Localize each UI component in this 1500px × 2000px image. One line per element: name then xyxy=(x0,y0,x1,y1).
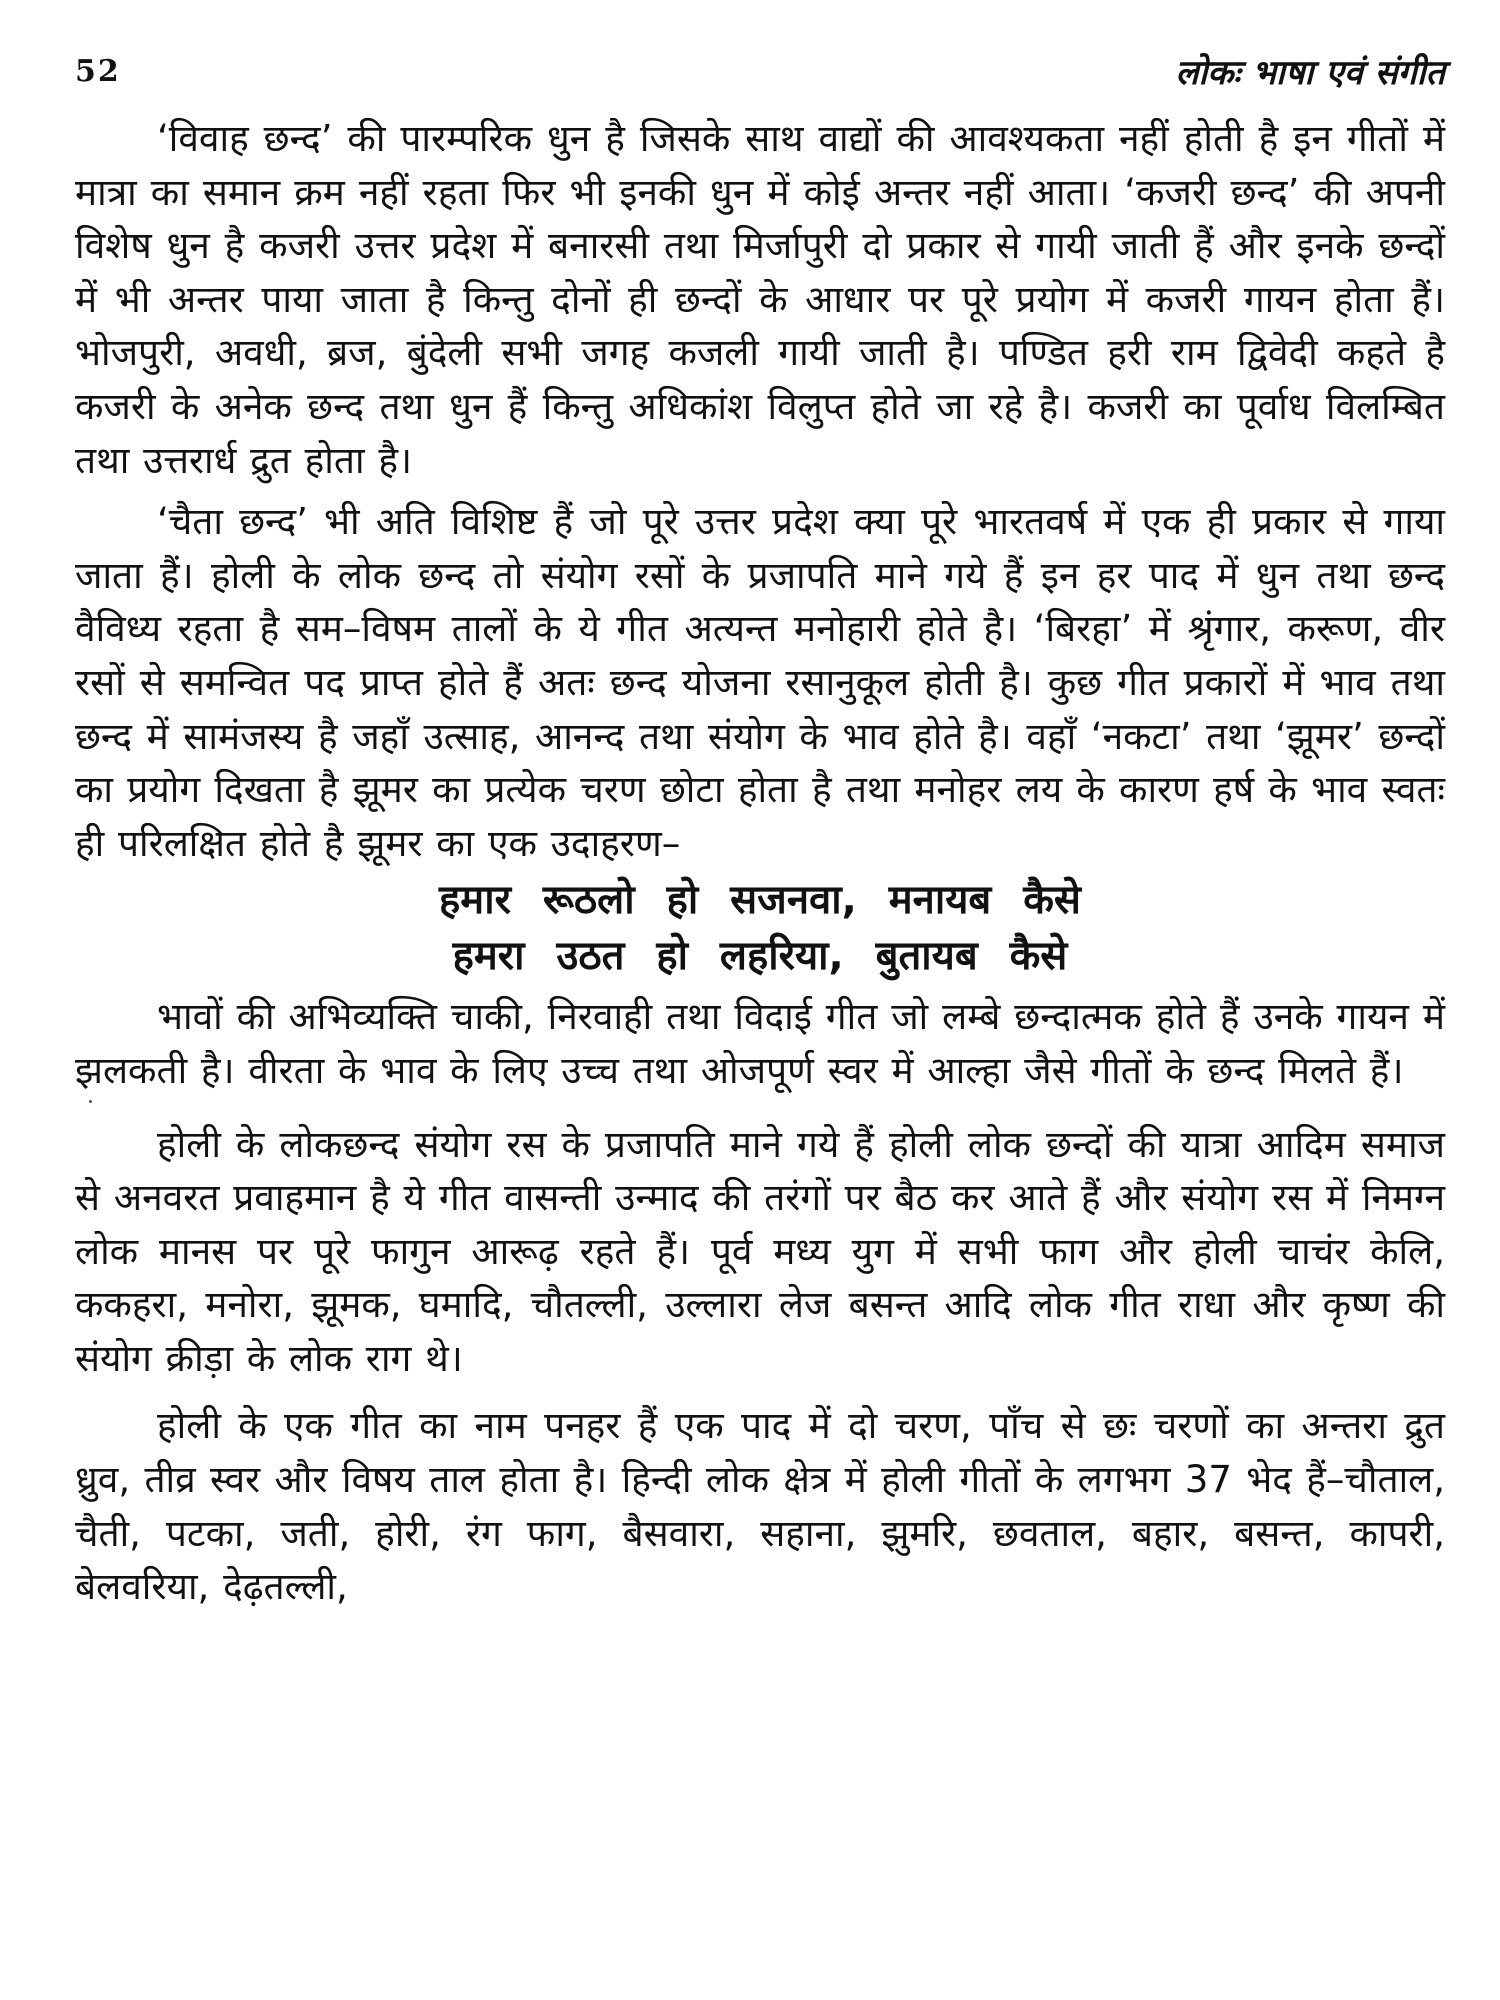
paragraph-chaita-jhoomar: ‘चैता छन्द’ भी अति विशिष्ट हैं जो पूरे उत्तर प्रदेश क्या पूरे भारतवर्ष में एक ही प्रकार से गाया जाता हैं। होली के लोक छन्द तो संयोग रसों के प्रजापति माने गये हैं इन हर पाद में धुन तथा छन्द वैविध्य रहता है सम–विषम तालों के ये गीत अत्यन्त मनोहारी होते है। ‘बिरहा’ में श्रृंगार, करूण, वीर रसों से समन्वित पद प्राप्त होते हैं अतः छन्द योजना रसानुकूल होती है। कुछ गीत प्रकारों में भाव तथा छन्द में सामंजस्य है जहाँ उत्साह, आनन्द तथा संयोग के भाव होते है। वहाँ ‘नकटा’ तथा ‘झूमर’ छन्दों का प्रयोग दिखता है झूमर का प्रत्येक चरण छोटा होता है तथा मनोहर लय के कारण हर्ष के भाव स्वतः ही परिलक्षित होते है झूमर का एक उदाहरण– xyxy=(75,500,1445,865)
verse-line: हमार रूठलो हो सजनवा, मनायब कैसे xyxy=(439,877,1081,924)
verse-line: हमरा उठत हो लहरिया, बुतायब कैसे xyxy=(452,933,1068,980)
running-title: लोकः भाषा एवं संगीत xyxy=(1175,53,1445,93)
paragraph-holi-lokchhand: होली के लोकछन्द संयोग रस के प्रजापति माने गये हैं होली लोक छन्दों की यात्रा आदिम समाज से अनवरत प्रवाहमान है ये गीत वासन्ती उन्माद की तरंगों पर बैठ कर आते हैं और संयोग रस में निमग्न लोक मानस पर पूरे फागुन आरूढ़ रहते हैं। पूर्व मध्य युग में सभी फाग और होली चाचंर केलि, ककहरा, मनोरा, झूमक, घमादि, चौतल्ली, उल्लारा लेज बसन्त आदि लोक गीत राधा और कृष्ण की संयोग क्रीड़ा के लोक राग थे। xyxy=(75,1122,1445,1380)
verse-example xyxy=(75,872,1445,984)
paragraph-gap xyxy=(75,1098,1445,1118)
page-header xyxy=(75,48,1445,106)
page-number: 52 xyxy=(75,54,121,89)
stray-dot xyxy=(89,1100,92,1103)
body-text xyxy=(75,112,1445,1614)
document-page xyxy=(75,48,1445,1978)
paragraph-gap xyxy=(75,1385,1445,1399)
paragraph-vivah-kajri: ‘विवाह छन्द’ की पारम्परिक धुन है जिसके साथ वाद्यों की आवश्यकता नहीं होती है इन गीतों में मात्रा का समान क्रम नहीं रहता फिर भी इनकी धुन में कोई अन्तर नहीं आता। ‘कजरी छन्द’ की अपनी विशेष धुन है कजरी उत्तर प्रदेश में बनारसी तथा मिर्जापुरी दो प्रकार से गायी जाती हैं और इनके छन्दों में भी अन्तर पाया जाता है किन्तु दोनों ही छन्दों के आधार पर पूरे प्रयोग में कजरी गायन होता हैं। भोजपुरी, अवधी, ब्रज, बुंदेली सभी जगह कजली गायी जाती है। पण्डित हरी राम द्विवेदी कहते है कजरी के अनेक छन्द तथा धुन हैं किन्तु अधिकांश विलुप्त होते जा रहे है। कजरी का पूर्वाध विलम्बित तथा उत्तरार्ध द्रुत होता है। xyxy=(75,117,1445,482)
paragraph-holi-panhar: होली के एक गीत का नाम पनहर हैं एक पाद में दो चरण, पाँच से छः चरणों का अन्तरा द्रुत ध्रुव, तीव्र स्वर और विषय ताल होता है। हिन्दी लोक क्षेत्र में होली गीतों के लगभग 37 भेद हैं–चौताल, चैती, पटका, जती, होरी, रंग फाग, बैसवारा, सहाना, झुमरि, छवताल, बहार, बसन्त, कापरी, बेलवरिया, देढ़तल्ली, xyxy=(75,1404,1445,1609)
paragraph-bhav-abhivyakti: भावों की अभिव्यक्ति चाकी, निरवाही तथा विदाई गीत जो लम्बे छन्दात्मक होते हैं उनके गायन में झलकती है। वीरता के भाव के लिए उच्च तथा ओजपूर्ण स्वर में आल्हा जैसे गीतों के छन्द मिलते हैं। xyxy=(75,995,1445,1092)
